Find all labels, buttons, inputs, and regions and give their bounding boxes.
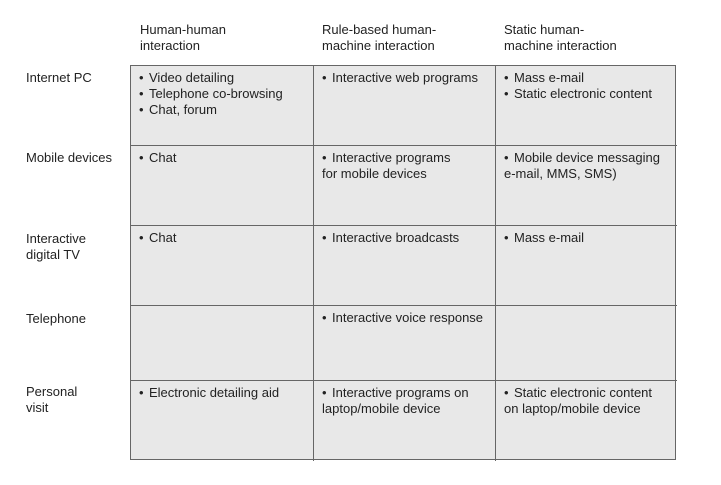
- bullet-icon: •: [504, 150, 509, 165]
- cell-item: [139, 86, 307, 102]
- cell-item: [322, 310, 489, 326]
- cell-item: [139, 70, 307, 86]
- cell-item: [322, 385, 489, 417]
- bullet-icon: •: [139, 230, 144, 245]
- matrix-cell: [131, 66, 314, 146]
- matrix-cell: [496, 226, 677, 306]
- cell-item: [504, 86, 671, 102]
- matrix-cell: [314, 66, 496, 146]
- bullet-icon: •: [504, 70, 509, 85]
- cell-item-text: Video detailing: [149, 70, 235, 85]
- cell-item-text: Interactive programs on laptop/mobile device: [322, 385, 469, 416]
- matrix-cell: [314, 381, 496, 461]
- bullet-icon: •: [322, 70, 327, 85]
- cell-item-text: Mass e-mail: [514, 70, 585, 85]
- bullet-icon: •: [139, 150, 144, 165]
- cell-item-text: Static electronic content: [514, 86, 653, 101]
- bullet-icon: •: [504, 230, 509, 245]
- cell-item: [504, 385, 671, 417]
- cell-item: [504, 150, 671, 182]
- cell-item-text: Static electronic content on laptop/mobile device: [504, 385, 653, 416]
- column-header-rule-based: Rule-based human- machine interaction: [322, 22, 437, 53]
- cell-item-text: Interactive web programs: [332, 70, 478, 85]
- bullet-icon: •: [322, 230, 327, 245]
- bullet-icon: •: [322, 310, 327, 325]
- matrix-cell: [131, 381, 314, 461]
- bullet-icon: •: [139, 385, 144, 400]
- matrix-cell: [131, 226, 314, 306]
- row-header-interactive-tv: Interactive digital TV: [26, 231, 86, 262]
- bullet-icon: •: [322, 385, 327, 400]
- bullet-icon: •: [504, 385, 509, 400]
- cell-item-text: Interactive voice response: [332, 310, 484, 325]
- matrix-cell: [131, 306, 314, 381]
- bullet-icon: •: [139, 102, 144, 117]
- row-header-personal-visit: Personal visit: [26, 384, 78, 415]
- matrix-cell: [131, 146, 314, 226]
- row-header-mobile-devices: Mobile devices: [26, 150, 112, 165]
- cell-item: [139, 385, 307, 401]
- bullet-icon: •: [139, 70, 144, 85]
- matrix-cell: [496, 306, 677, 381]
- row-header-telephone: Telephone: [26, 311, 86, 326]
- column-header-static: Static human- machine interaction: [504, 22, 617, 53]
- matrix-cell: [314, 146, 496, 226]
- cell-item-text: Electronic detailing aid: [149, 385, 280, 400]
- matrix-cell: [314, 306, 496, 381]
- cell-item: [322, 70, 489, 86]
- bullet-icon: •: [504, 86, 509, 101]
- cell-item-text: Telephone co-browsing: [149, 86, 283, 101]
- bullet-icon: •: [139, 86, 144, 101]
- cell-item-text: Chat: [149, 150, 177, 165]
- cell-item: [139, 230, 307, 246]
- matrix-cell: [314, 226, 496, 306]
- matrix-cell: [496, 146, 677, 226]
- matrix-cell: [496, 381, 677, 461]
- cell-item-text: Chat: [149, 230, 177, 245]
- cell-item-text: Chat, forum: [149, 102, 217, 117]
- cell-item-text: Mobile device messaging e-mail, MMS, SMS): [504, 150, 660, 181]
- cell-item: [322, 230, 489, 246]
- cell-item: [139, 102, 307, 118]
- interaction-matrix: [130, 65, 676, 460]
- cell-item-text: Mass e-mail: [514, 230, 585, 245]
- cell-item: [504, 70, 671, 86]
- column-header-human-human: Human-human interaction: [140, 22, 226, 53]
- cell-item: [504, 230, 671, 246]
- cell-item: [139, 150, 307, 166]
- row-header-internet-pc: Internet PC: [26, 70, 92, 85]
- matrix-cell: [496, 66, 677, 146]
- cell-item-text: Interactive programs for mobile devices: [322, 150, 451, 181]
- cell-item-text: Interactive broadcasts: [332, 230, 460, 245]
- cell-item: [322, 150, 489, 182]
- bullet-icon: •: [322, 150, 327, 165]
